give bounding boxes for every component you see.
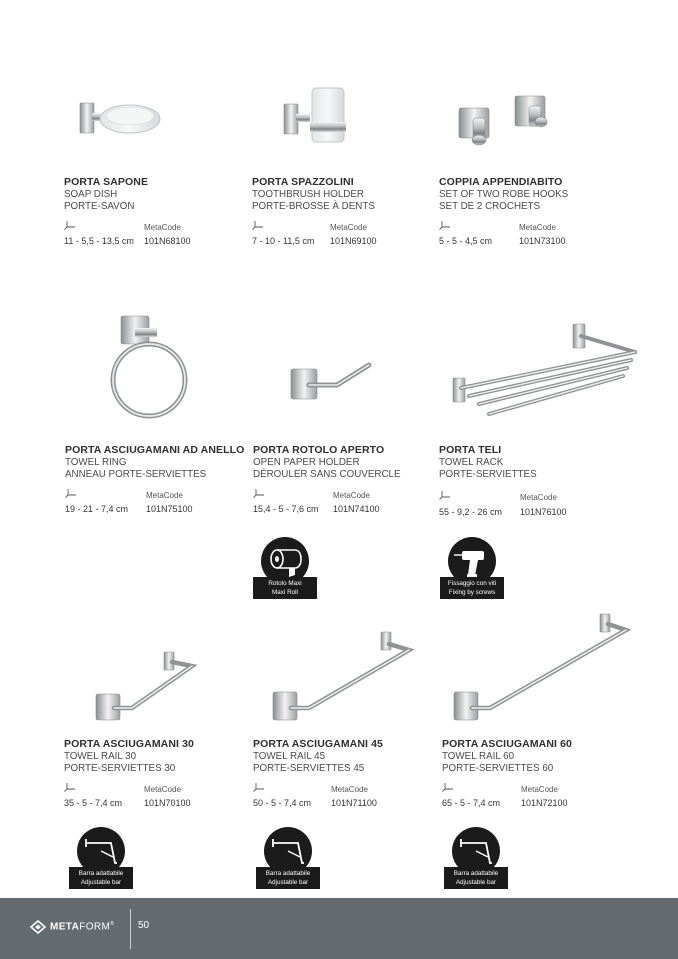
product-dimensions: 35 - 5 - 7,4 cm bbox=[64, 798, 123, 808]
product-title: PORTA ROTOLO APERTO bbox=[253, 444, 385, 456]
product-title: PORTA TELI bbox=[439, 444, 502, 456]
product-name-fr: PORTE-SERVIETTES 60 bbox=[442, 763, 554, 774]
badge-line-it: Barra adattabile bbox=[265, 870, 311, 877]
badge-line-en: Fixing by screws bbox=[448, 589, 496, 596]
product-name-fr: ANNEAU PORTE-SERVIETTES bbox=[65, 469, 207, 480]
dimensions-icon bbox=[64, 220, 76, 230]
dimensions-icon bbox=[65, 488, 77, 498]
robe-hooks-image bbox=[455, 92, 559, 154]
product-name-en: SET OF TWO ROBE HOOKS bbox=[439, 189, 569, 200]
product-title: PORTA SAPONE bbox=[64, 176, 149, 188]
product-title: PORTA ASCIUGAMANI 60 bbox=[442, 738, 572, 750]
badge-line-en: Adjustable bar bbox=[80, 879, 122, 886]
metacode-label: MetaCode bbox=[521, 785, 558, 794]
product-code: 101N73100 bbox=[519, 236, 566, 246]
dimensions-icon bbox=[64, 782, 76, 792]
metacode-label: MetaCode bbox=[519, 223, 556, 232]
product-title: PORTA SPAZZOLINI bbox=[252, 176, 354, 188]
product-dimensions: 7 - 10 - 11,5 cm bbox=[252, 236, 315, 246]
product-title: COPPIA APPENDIABITO bbox=[439, 176, 563, 188]
metaform-diamond-icon bbox=[30, 920, 46, 934]
metacode-label: MetaCode bbox=[144, 785, 181, 794]
trademark-symbol: ® bbox=[110, 921, 115, 928]
badge-line-en: Maxi Roll bbox=[272, 589, 298, 596]
badge-line-en: Adjustable bar bbox=[455, 879, 497, 886]
product-code: 101N69100 bbox=[330, 236, 377, 246]
product-name-en: OPEN PAPER HOLDER bbox=[253, 457, 360, 468]
brand-name-rest: FORM bbox=[79, 921, 111, 933]
product-name-fr: DÉROULER SANS COUVERCLE bbox=[253, 469, 401, 480]
dimensions-icon bbox=[253, 488, 265, 498]
page-footer bbox=[0, 898, 678, 959]
product-name-en: TOWEL RAIL 30 bbox=[64, 751, 137, 762]
product-name-fr: PORTE-SAVON bbox=[64, 201, 135, 212]
product-name-en: TOOTHBRUSH HOLDER bbox=[252, 189, 364, 200]
product-name-fr: SET DE 2 CROCHETS bbox=[439, 201, 541, 212]
towel-rail-60-image bbox=[450, 612, 632, 724]
towel-ring-image bbox=[109, 310, 191, 426]
product-name-en: TOWEL RACK bbox=[439, 457, 504, 468]
product-code: 101N76100 bbox=[520, 507, 567, 517]
badge-line-it: Barra adattabile bbox=[78, 870, 124, 877]
badge-line-en: Adjustable bar bbox=[267, 879, 309, 886]
brand-name bbox=[50, 921, 114, 932]
product-name-fr: PORTE-SERVIETTES 30 bbox=[64, 763, 176, 774]
metacode-label: MetaCode bbox=[333, 491, 370, 500]
product-title: PORTA ASCIUGAMANI AD ANELLO bbox=[65, 444, 245, 456]
paper-holder-image bbox=[289, 355, 375, 405]
product-code: 101N72100 bbox=[521, 798, 568, 808]
product-title: PORTA ASCIUGAMANI 30 bbox=[64, 738, 194, 750]
product-dimensions: 55 - 9,2 - 26 cm bbox=[439, 507, 503, 517]
brand-name-bold: META bbox=[50, 921, 80, 933]
product-name-fr: PORTE-SERVIETTES bbox=[439, 469, 537, 480]
product-dimensions: 15,4 - 5 - 7,6 cm bbox=[253, 504, 319, 514]
product-dimensions: 19 - 21 - 7,4 cm bbox=[65, 504, 129, 514]
product-code: 101N71100 bbox=[331, 798, 377, 808]
product-dimensions: 11 - 5,5 - 13,5 cm bbox=[64, 236, 134, 246]
brand-logo bbox=[30, 919, 114, 935]
dimensions-icon bbox=[439, 490, 451, 500]
footer-divider bbox=[130, 909, 131, 949]
product-code: 101N75100 bbox=[146, 504, 193, 514]
product-code: 101N74100 bbox=[333, 504, 380, 514]
product-name-fr: PORTE-SERVIETTES 45 bbox=[253, 763, 365, 774]
product-name-fr: PORTE-BROSSE À DENTS bbox=[252, 201, 375, 212]
product-name-en: TOWEL RAIL 60 bbox=[442, 751, 515, 762]
badge-line-it: Barra adattabile bbox=[453, 870, 499, 877]
metacode-label: MetaCode bbox=[520, 493, 557, 502]
dimensions-icon bbox=[439, 220, 451, 230]
metacode-label: MetaCode bbox=[330, 223, 367, 232]
page-number: 50 bbox=[138, 920, 150, 931]
metacode-label: MetaCode bbox=[146, 491, 183, 500]
badge-line-it: Fissaggio con viti bbox=[447, 580, 497, 587]
toothbrush-holder-image bbox=[282, 84, 352, 148]
metacode-label: MetaCode bbox=[331, 785, 368, 794]
product-title: PORTA ASCIUGAMANI 45 bbox=[253, 738, 383, 750]
product-dimensions: 50 - 5 - 7,4 cm bbox=[253, 798, 312, 808]
product-dimensions: 65 - 5 - 7,4 cm bbox=[442, 798, 501, 808]
product-dimensions: 5 - 5 - 4,5 cm bbox=[439, 236, 493, 246]
towel-rail-30-image bbox=[92, 650, 202, 726]
badge-line-it: Rotolo Maxi bbox=[268, 580, 302, 587]
product-code: 101N70100 bbox=[144, 798, 191, 808]
towel-rack-image bbox=[449, 322, 641, 428]
product-code: 101N68100 bbox=[144, 236, 191, 246]
towel-rail-45-image bbox=[269, 630, 415, 726]
dimensions-icon bbox=[442, 782, 454, 792]
product-name-en: TOWEL RAIL 45 bbox=[253, 751, 326, 762]
metacode-label: MetaCode bbox=[144, 223, 181, 232]
dimensions-icon bbox=[253, 782, 265, 792]
soap-dish-image bbox=[78, 95, 168, 141]
product-name-en: TOWEL RING bbox=[65, 457, 127, 468]
dimensions-icon bbox=[252, 220, 264, 230]
product-name-en: SOAP DISH bbox=[64, 189, 118, 200]
